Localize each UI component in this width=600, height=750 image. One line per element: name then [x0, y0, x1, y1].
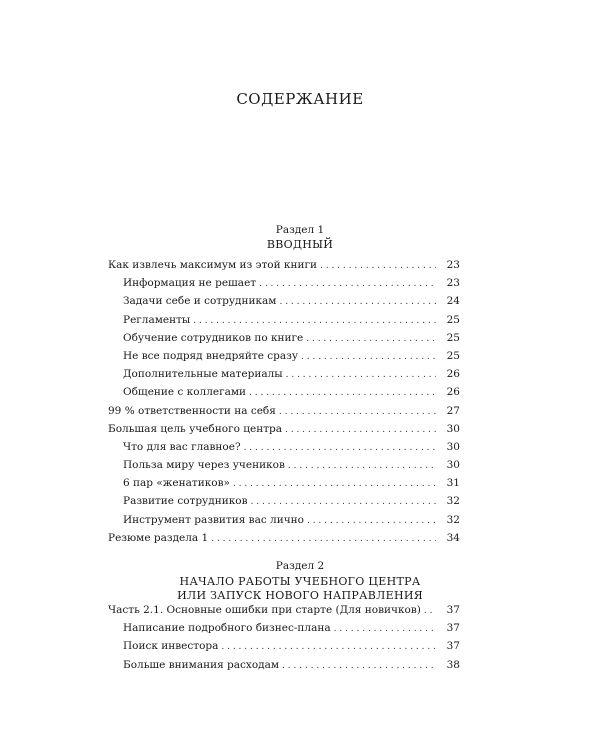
toc-entry[interactable] [108, 640, 460, 658]
toc-entry-title: Поиск инвестора [123, 640, 219, 653]
toc-entry[interactable] [108, 441, 460, 459]
toc-entry-title: Написание подробного бизнес-плана [123, 622, 331, 635]
toc-entry-title: Обучение сотрудников по книге [123, 331, 304, 344]
toc-entry-title: Что для вас главное? [123, 440, 241, 453]
section-1-title: ВВОДНЫЙ [266, 238, 334, 251]
toc-entry-page: 34 [446, 531, 460, 544]
toc-entry[interactable] [108, 604, 460, 622]
toc-entry-page: 38 [446, 658, 460, 671]
toc-entry-title: Инструмент развития вас лично [123, 513, 304, 526]
toc-leader-dots [320, 261, 436, 271]
toc-entry-page: 37 [446, 622, 460, 635]
toc-entry[interactable] [108, 405, 460, 423]
section-1-label: Раздел 1 [275, 224, 325, 236]
toc-entry-title: 99 % ответственности на себя [108, 404, 276, 417]
toc-entry-title: Как извлечь максимум из этой книги [108, 259, 317, 271]
toc-entry[interactable] [108, 532, 460, 550]
toc-leader-dots [233, 479, 436, 489]
toc-entry-title: Большая цель учебного центра [108, 422, 282, 435]
toc-entry[interactable] [108, 386, 460, 404]
toc-entry-page: 30 [446, 422, 460, 435]
section-1-toc [108, 259, 460, 550]
toc-entry-title: Развитие сотрудников [123, 495, 248, 508]
toc-entry-page: 25 [446, 349, 460, 362]
toc-entry-page: 37 [446, 640, 460, 653]
toc-leader-dots [301, 352, 436, 362]
toc-entry-page: 25 [446, 313, 460, 326]
toc-entry-page: 37 [446, 604, 460, 616]
toc-entry[interactable] [108, 259, 460, 277]
toc-entry-page: 24 [446, 295, 460, 308]
toc-entry[interactable] [108, 277, 460, 295]
toc-entry[interactable] [108, 495, 460, 513]
toc-entry-title: Общение с коллегами [123, 386, 247, 399]
toc-entry-page: 23 [446, 277, 460, 290]
toc-entry-title: 6 пар «женатиков» [123, 477, 230, 490]
toc-entry[interactable] [108, 659, 460, 677]
toc-entry-title: Регламенты [123, 313, 191, 326]
toc-entry-page: 25 [446, 331, 460, 344]
toc-entry-page: 31 [446, 477, 460, 490]
toc-entry[interactable] [108, 368, 460, 386]
toc-leader-dots [285, 425, 436, 435]
toc-entry[interactable] [108, 477, 460, 495]
section-2-toc [108, 604, 460, 677]
toc-entry[interactable] [108, 622, 460, 640]
toc-entry-page: 26 [446, 368, 460, 381]
toc-leader-dots [286, 370, 436, 380]
toc-leader-dots [193, 316, 436, 326]
toc-entry-title: Задачи себе и сотрудникам [123, 295, 277, 308]
toc-leader-dots [251, 497, 437, 507]
page-title: СОДЕРЖАНИЕ [236, 90, 364, 108]
toc-leader-dots [307, 516, 436, 526]
toc-entry-page: 26 [446, 386, 460, 399]
toc-entry[interactable] [108, 314, 460, 332]
toc-entry-page: 32 [446, 495, 460, 508]
toc-entry-title: Больше внимания расходам [123, 658, 280, 671]
toc-entry[interactable] [108, 423, 460, 441]
toc-entry[interactable] [108, 295, 460, 313]
toc-entry-title: Резюме раздела 1 [108, 531, 209, 544]
toc-leader-dots [211, 534, 436, 544]
toc-leader-dots [279, 407, 436, 417]
toc-leader-dots [244, 443, 436, 453]
toc-entry-page: 27 [446, 404, 460, 417]
toc-entry-page: 30 [446, 459, 460, 472]
toc-leader-dots [259, 279, 436, 289]
toc-leader-dots [424, 606, 436, 616]
toc-leader-dots [249, 388, 436, 398]
toc-leader-dots [279, 297, 436, 307]
toc-entry-title: Дополнительные материалы [123, 368, 283, 381]
toc-entry[interactable] [108, 332, 460, 350]
toc-entry[interactable] [108, 350, 460, 368]
section-2-label: Раздел 2 [275, 560, 325, 572]
toc-entry-page: 23 [446, 259, 460, 271]
toc-entry-title: Часть 2.1. Основные ошибки при старте (Для новичков) [108, 604, 421, 616]
toc-leader-dots [221, 642, 436, 652]
toc-entry-title: Информация не решает [123, 277, 257, 290]
toc-leader-dots [282, 661, 436, 671]
toc-entry-page: 30 [446, 440, 460, 453]
toc-leader-dots [288, 461, 436, 471]
toc-entry-title: Не все подряд внедряйте сразу [123, 349, 299, 362]
toc-entry[interactable] [108, 459, 460, 477]
toc-entry-page: 32 [446, 513, 460, 526]
section-2-title-line-1: НАЧАЛО РАБОТЫ УЧЕБНОГО ЦЕНТРА [179, 575, 421, 588]
toc-leader-dots [334, 624, 436, 634]
toc-leader-dots [306, 334, 436, 344]
toc-entry[interactable] [108, 514, 460, 532]
toc-entry-title: Польза миру через учеников [123, 459, 285, 472]
section-2-title-line-2: ИЛИ ЗАПУСК НОВОГО НАПРАВЛЕНИЯ [177, 589, 423, 602]
